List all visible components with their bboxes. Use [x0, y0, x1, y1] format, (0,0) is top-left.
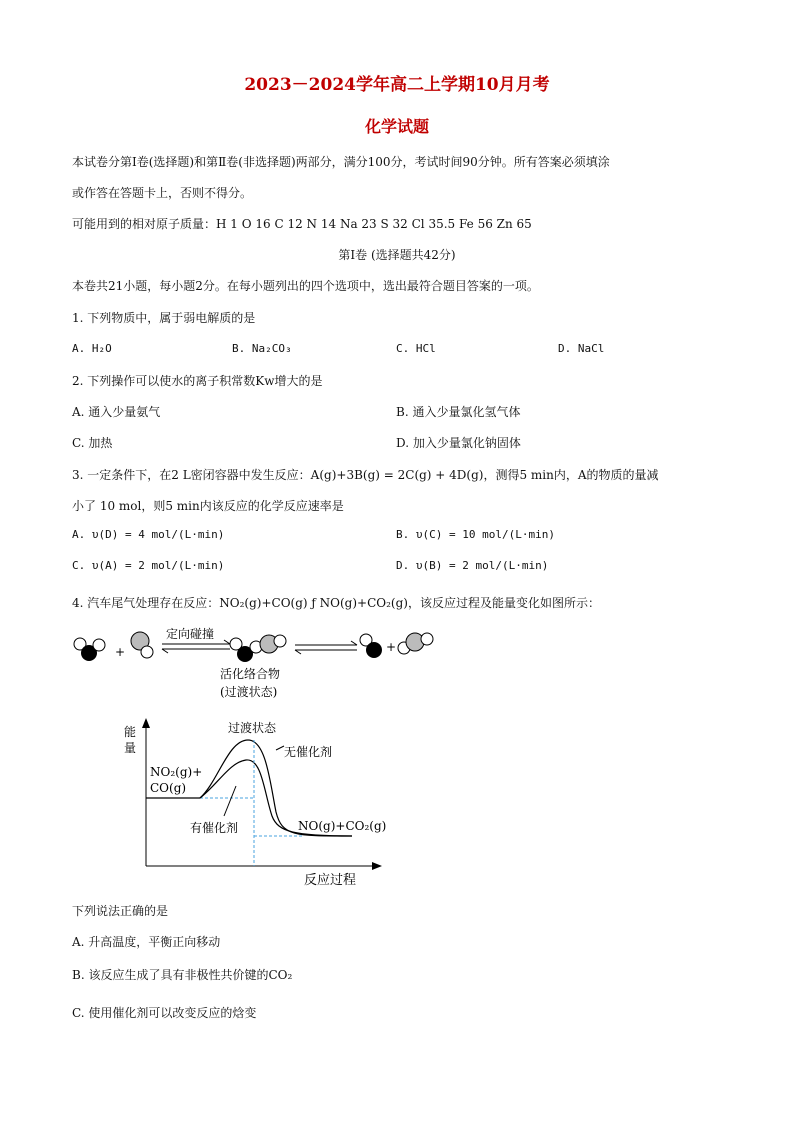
question-3-stem-2: 小了 10 mol，则5 min内该反应的化学反应速率是 [72, 499, 344, 513]
q2-option-a: A. 通入少量氨气 [72, 405, 161, 419]
atomic-masses: 可能用到的相对原子质量：H 1 O 16 C 12 N 14 Na 23 S 32 Cl 35.5 Fe 56 Zn 65 [72, 217, 532, 231]
o-atom [421, 633, 433, 645]
collision-label: 定向碰撞 [166, 627, 215, 641]
section-instructions: 本卷共21小题，每小题2分。在每小题列出的四个选项中，选出最符合题目答案的一项。 [72, 279, 539, 293]
with-catalyst-label: 有催化剂 [190, 821, 239, 835]
section-heading: 第Ⅰ卷 (选择题共42分) [338, 248, 456, 262]
q1-option-b: B. Na₂CO₃ [232, 342, 292, 355]
q3-option-c: C. υ(A) = 2 mol/(L·min) [72, 559, 225, 572]
question-4-stem: 4. 汽车尾气处理存在反应：NO₂(g)+CO(g) ƒ NO(g)+CO₂(g)，该反应过程及能量变化如图所示： [72, 596, 600, 610]
intro-line-1: 本试卷分第Ⅰ卷(选择题)和第Ⅱ卷(非选择题)两部分，满分100分，考试时间90分钟。所有答案必须填涂 [72, 155, 610, 169]
question-3-stem-1: 3. 一定条件下，在2 L密闭容器中发生反应：A(g)+3B(g) = 2C(g) + 4D(g)，测得5 min内，A的物质的量减 [72, 468, 659, 482]
question-2-stem: 2. 下列操作可以使水的离子积常数Kw增大的是 [72, 374, 323, 388]
question-4-prompt: 下列说法正确的是 [72, 904, 169, 918]
energy-axis-label-1: 能 [124, 725, 137, 739]
complex-label: 活化络合物 [220, 667, 281, 681]
intro-line-2: 或作答在答题卡上，否则不得分。 [72, 186, 253, 200]
collision-figure [70, 622, 450, 704]
exam-subtitle: 化学试题 [364, 117, 429, 136]
q4-option-a: A. 升高温度，平衡正向移动 [72, 935, 221, 949]
energy-diagram [118, 712, 408, 892]
reactants-label-1: NO₂(g)+ [150, 765, 203, 779]
no-catalyst-label: 无催化剂 [284, 745, 333, 759]
energy-axis-label-2: 量 [124, 741, 137, 755]
transition-label: 过渡状态 [228, 721, 277, 735]
q3-option-d: D. υ(B) = 2 mol/(L·min) [396, 559, 549, 572]
q2-option-c: C. 加热 [72, 436, 113, 450]
exam-title: 2023－2024学年高二上学期10月月考 [244, 75, 550, 95]
q3-option-b: B. υ(C) = 10 mol/(L·min) [396, 528, 555, 541]
o-atom [141, 646, 153, 658]
q2-option-d: D. 加入少量氯化钠固体 [396, 436, 521, 450]
complex-sub-label: (过渡状态) [220, 685, 278, 699]
n-atom [366, 642, 382, 658]
q1-option-a: A. H₂O [72, 342, 112, 355]
question-1-stem: 1. 下列物质中，属于弱电解质的是 [72, 311, 256, 325]
q4-option-b: B. 该反应生成了具有非极性共价键的CO₂ [72, 968, 293, 982]
q4-option-c: C. 使用催化剂可以改变反应的焓变 [72, 1006, 257, 1020]
svg-text:+: + [386, 640, 397, 654]
reactants-label-2: CO(g) [150, 781, 187, 795]
o-atom [274, 635, 286, 647]
x-axis-label: 反应过程 [304, 873, 357, 888]
q1-option-d: D. NaCl [558, 342, 605, 355]
o-atom [93, 639, 105, 651]
q3-option-a: A. υ(D) = 4 mol/(L·min) [72, 528, 225, 541]
q2-option-b: B. 通入少量氯化氢气体 [396, 405, 521, 419]
products-label: NO(g)+CO₂(g) [298, 819, 387, 833]
q1-option-c: C. HCl [396, 342, 436, 355]
svg-text:+: + [115, 645, 126, 659]
